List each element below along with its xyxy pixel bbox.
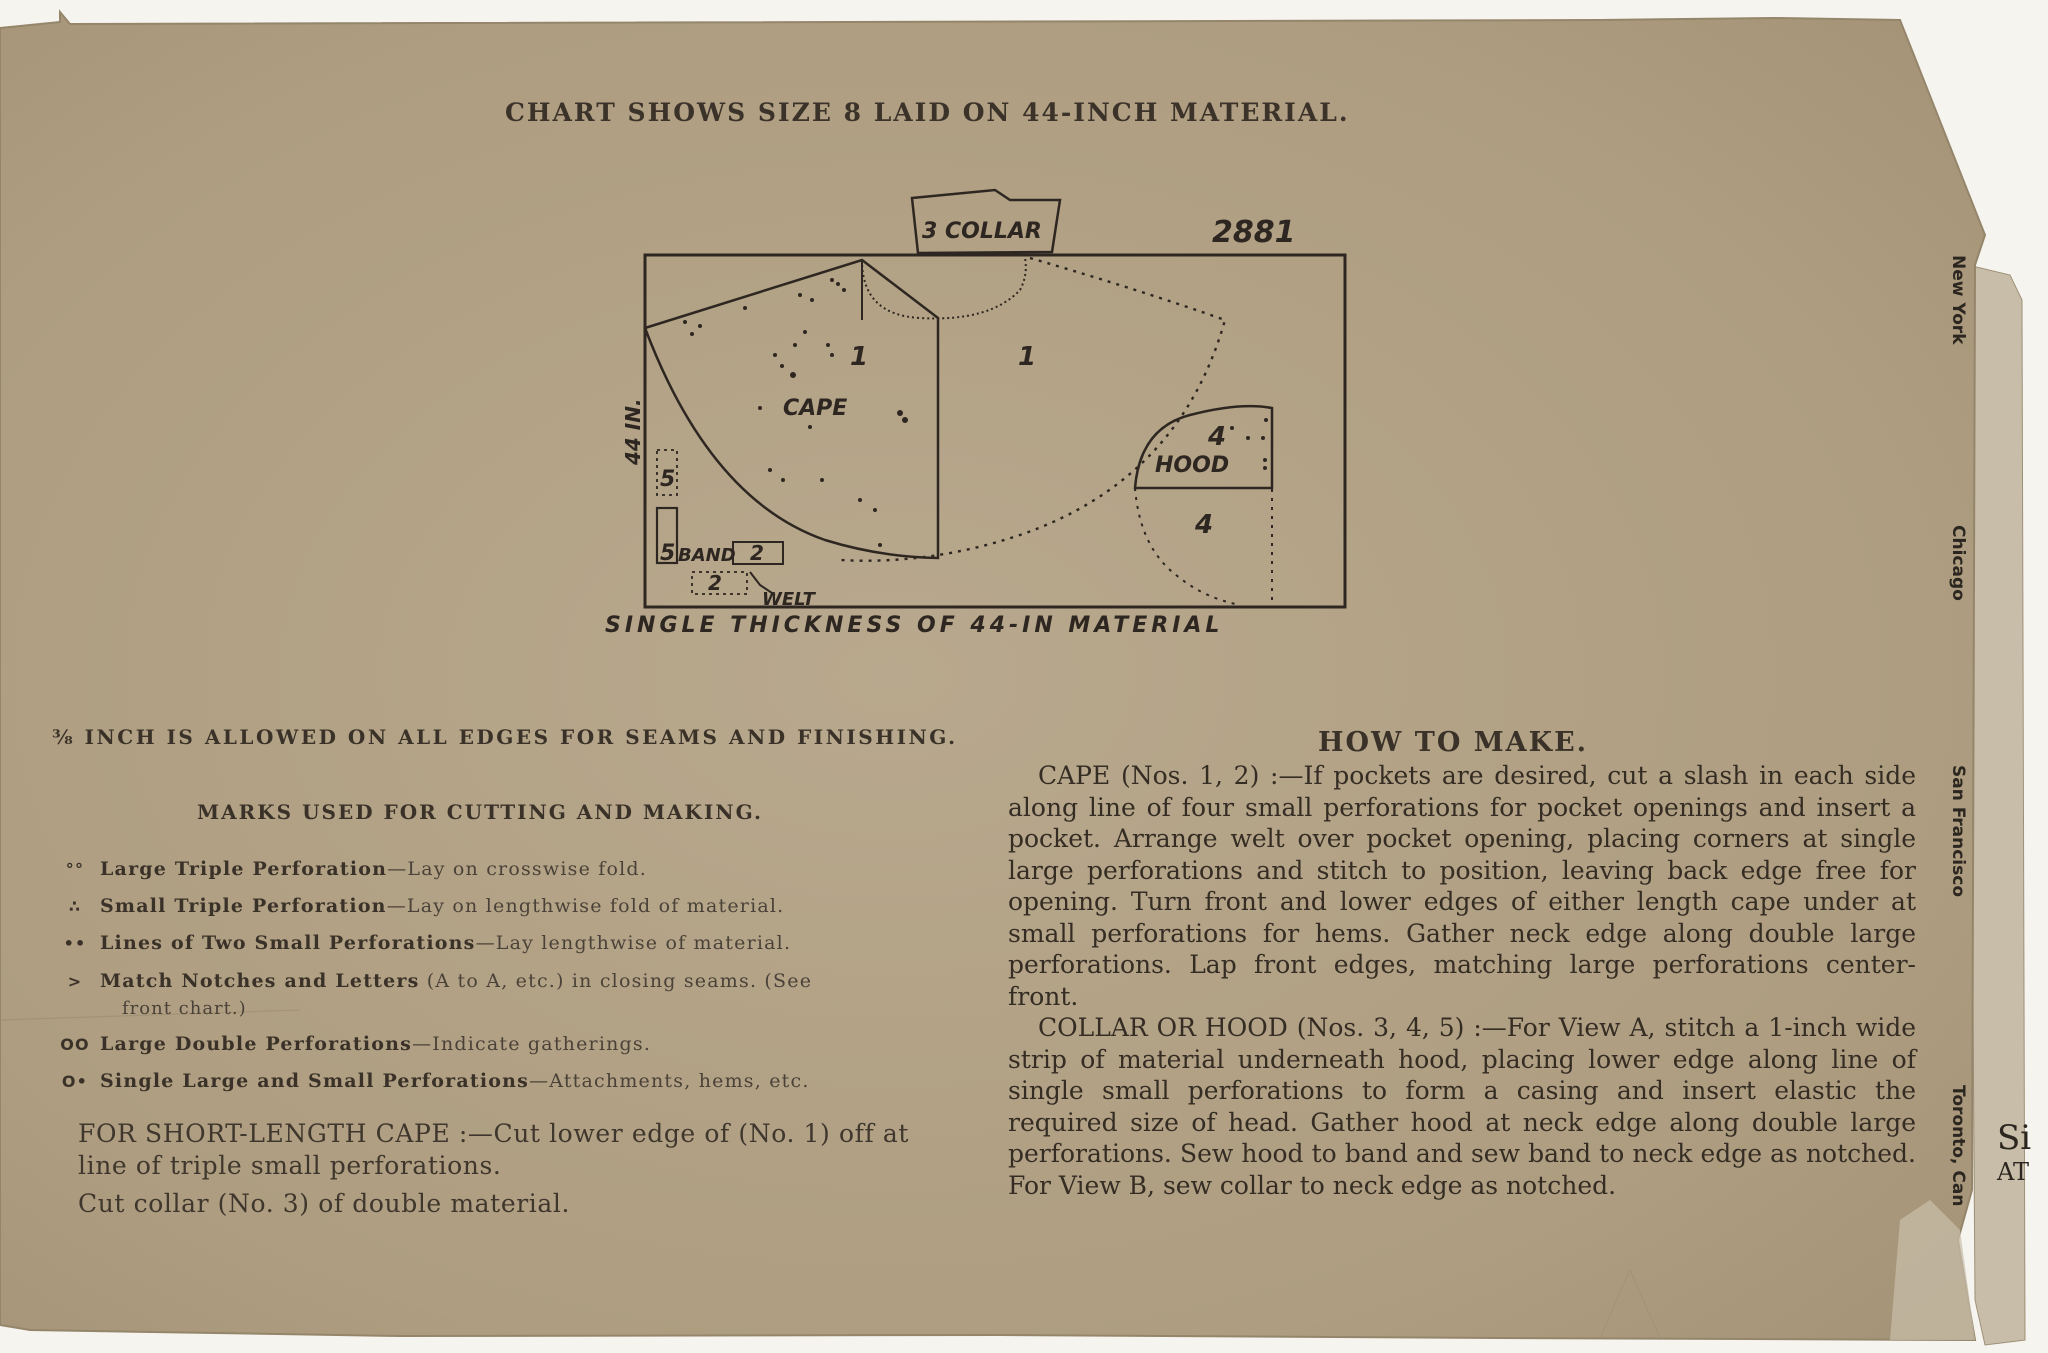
cape-piece-number: 1 bbox=[850, 342, 869, 372]
hood-lower-curve bbox=[1135, 488, 1240, 605]
legend-symbol: ∴ bbox=[68, 897, 82, 916]
legend-desc: —Lay lengthwise of material. bbox=[475, 932, 792, 954]
legend-row bbox=[50, 970, 812, 992]
welt-piece-number: 2 bbox=[708, 571, 722, 595]
seam-allowance-notice: ⅜ INCH IS ALLOWED ON ALL EDGES FOR SEAMS AND FINISHING. bbox=[52, 725, 958, 749]
legend-row bbox=[50, 895, 784, 917]
legend-name: Large Double Perforations bbox=[100, 1033, 413, 1055]
city-toronto: Toronto, Can bbox=[1948, 1085, 1968, 1207]
legend-symbol: °° bbox=[65, 860, 85, 879]
edge-fragment-si: Si bbox=[1997, 1118, 2032, 1158]
pattern-number: 2881 bbox=[1212, 215, 1296, 250]
city-san-francisco: San Francisco bbox=[1948, 765, 1968, 897]
legend-symbol: OO bbox=[60, 1035, 90, 1054]
how-to-make-body bbox=[1008, 760, 1916, 1201]
edge-fragment-at: AT bbox=[1997, 1158, 2030, 1186]
chart-title: CHART SHOWS SIZE 8 LAID ON 44-INCH MATERIAL. bbox=[505, 98, 1350, 127]
cape-instructions: CAPE (Nos. 1, 2) :—If pockets are desired, cut a slash in each side along line of four small perforations for pocket openings and insert a pocket. Arrange welt over pocket opening, placing corners at single large perforations and stitch to position, leaving back edge free for opening. Turn front and lower edges of either length cape under at small perforations for hems. Gather neck edge along double large perforations. Lap front edges, matching large perforations center-front. bbox=[1008, 761, 1916, 1011]
legend-desc: —Indicate gatherings. bbox=[412, 1033, 652, 1055]
legend-desc: —Attachments, hems, etc. bbox=[529, 1070, 810, 1092]
city-chicago: Chicago bbox=[1948, 525, 1968, 601]
legend-continuation: front chart.) bbox=[122, 998, 247, 1019]
legend-symbol: O• bbox=[61, 1072, 89, 1091]
width-label: 44 IN. bbox=[621, 398, 645, 465]
legend-desc: —Lay on lengthwise fold of material. bbox=[386, 895, 785, 917]
legend-symbol: > bbox=[67, 972, 83, 991]
short-cape-text: FOR SHORT-LENGTH CAPE :—Cut lower edge of (No. 1) off at line of triple small perforations. bbox=[78, 1119, 910, 1180]
band-piece-number-2: 5 bbox=[660, 541, 676, 566]
collar-hood-instructions: COLLAR OR HOOD (Nos. 3, 4, 5) :—For View A, stitch a 1-inch wide strip of material underneath hood, placing lower edge along line of single small perforations to form a casing and insert elastic the required size of head. Gather hood at neck edge along double large perforations. Sew hood to band and sew band to neck edge as notched. For View B, sew collar to neck edge as notched. bbox=[1008, 1013, 1916, 1200]
legend-name: Small Triple Perforation bbox=[100, 895, 387, 917]
welt-label: WELT bbox=[762, 589, 815, 610]
cape-outline-dotted bbox=[840, 258, 1225, 561]
legend-row bbox=[50, 1070, 810, 1092]
legend-name: Large Triple Perforation bbox=[100, 858, 388, 880]
pocket-piece-number: 2 bbox=[750, 541, 764, 565]
legend-row bbox=[50, 932, 791, 954]
cutting-chart bbox=[600, 180, 1400, 660]
band-piece-number: 5 bbox=[660, 467, 676, 492]
legend-desc: —Lay on crosswise fold. bbox=[387, 858, 648, 880]
legend-name: Single Large and Small Perforations bbox=[100, 1070, 530, 1092]
neck-curve bbox=[862, 258, 1026, 318]
legend-row bbox=[50, 1033, 651, 1055]
legend-desc: (A to A, etc.) in closing seams. (See bbox=[419, 970, 813, 992]
legend-symbol: •• bbox=[63, 934, 87, 953]
legend-row bbox=[50, 858, 647, 880]
marks-heading: MARKS USED FOR CUTTING AND MAKING. bbox=[197, 800, 763, 824]
hood-label: HOOD bbox=[1155, 453, 1230, 478]
perforation-marks bbox=[683, 278, 1268, 547]
short-cape-instructions bbox=[48, 1118, 960, 1220]
city-new-york: New York bbox=[1948, 255, 1968, 345]
collar-note: Cut collar (No. 3) of double material. bbox=[78, 1189, 571, 1218]
hood-piece-number: 4 bbox=[1208, 422, 1227, 452]
legend-name: Match Notches and Letters bbox=[100, 970, 420, 992]
chart-bottom-label: SINGLE THICKNESS OF 44-IN MATERIAL bbox=[605, 613, 1224, 638]
band-label: BAND bbox=[678, 545, 736, 566]
hood-piece-number-2: 4 bbox=[1195, 510, 1214, 540]
legend-name: Lines of Two Small Perforations bbox=[100, 932, 476, 954]
collar-label: 3 COLLAR bbox=[922, 219, 1042, 244]
cape-label: CAPE bbox=[783, 396, 848, 421]
cape-piece-number-2: 1 bbox=[1018, 342, 1037, 372]
how-to-make-heading: HOW TO MAKE. bbox=[1318, 727, 1589, 758]
